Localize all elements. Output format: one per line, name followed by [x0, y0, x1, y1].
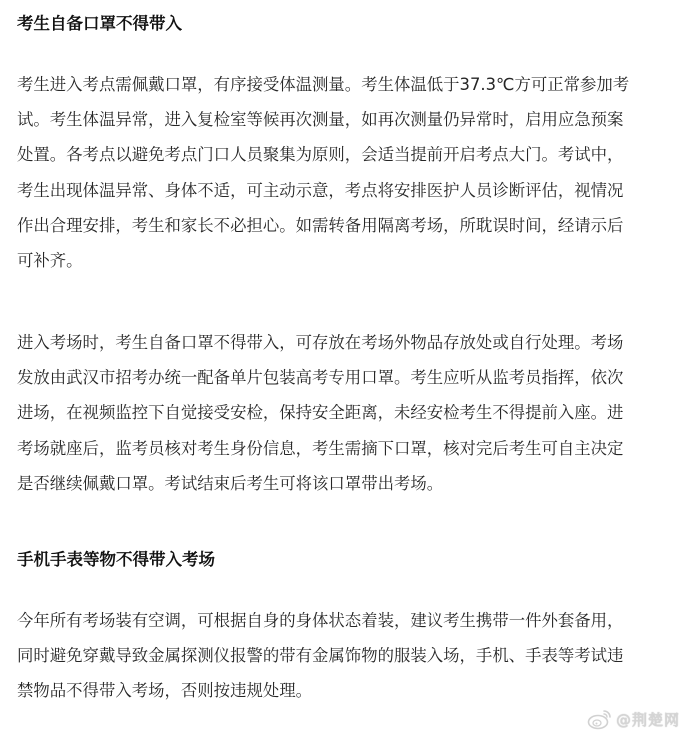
- watermark-handle: @荆楚网: [615, 710, 680, 729]
- text-line: 进入考场时，考生自备口罩不得带入，可存放在考场外物品存放处或自行处理。考场: [17, 333, 624, 352]
- paragraph-temperature-check: [17, 67, 673, 278]
- paragraph-exam-room-mask: [17, 325, 673, 501]
- paragraph-prohibited-items: [17, 603, 673, 709]
- text-line: 今年所有考场装有空调，可根据自身的身体状态着装，建议考生携带一件外套备用，: [17, 611, 624, 630]
- text-line: 是否继续佩戴口罩。考试结束后考生可将该口罩带出考场。: [17, 473, 444, 493]
- text-line: 作出合理安排，考生和家长不必担心。如需转备用隔离考场，所耽误时间，经请示后: [17, 215, 624, 235]
- text-line: 考场就座后，监考员核对考生身份信息，考生需摘下口罩，核对完后考生可自主决定: [17, 438, 624, 458]
- section-heading-devices-rule: 手机手表等物不得带入考场: [17, 550, 215, 569]
- text-line: 试。考生体温异常，进入复检室等候再次测量，如再次测量仍异常时，启用应急预案: [17, 110, 624, 130]
- text-line: 进场，在视频监控下自觉接受安检，保持安全距离，未经安检考生不得提前入座。进: [17, 403, 624, 423]
- text-line: 考生出现体温异常、身体不适，可主动示意，考点将安排医护人员诊断评估，视情况: [17, 180, 624, 200]
- text-line: 处置。各考点以避免考点门口人员聚集为原则，会适当提前开启考点大门。考试中，: [17, 145, 624, 165]
- text-line: 考生进入考点需佩戴口罩，有序接受体温测量。考生体温低于37.3℃方可正常参加考: [17, 75, 630, 94]
- section-heading-mask-rule: 考生自备口罩不得带入: [17, 14, 182, 33]
- weibo-logo-icon: [587, 708, 613, 730]
- text-line: 同时避免穿戴导致金属探测仪报警的带有金属饰物的服装入场，手机、手表等考试违: [17, 646, 624, 666]
- watermark: [587, 708, 680, 730]
- text-line: 可补齐。: [17, 251, 83, 271]
- text-line: 发放由武汉市招考办统一配备单片包装高考专用口罩。考生应听从监考员指挥，依次: [17, 368, 624, 388]
- text-line: 禁物品不得带入考场，否则按违规处理。: [17, 681, 313, 701]
